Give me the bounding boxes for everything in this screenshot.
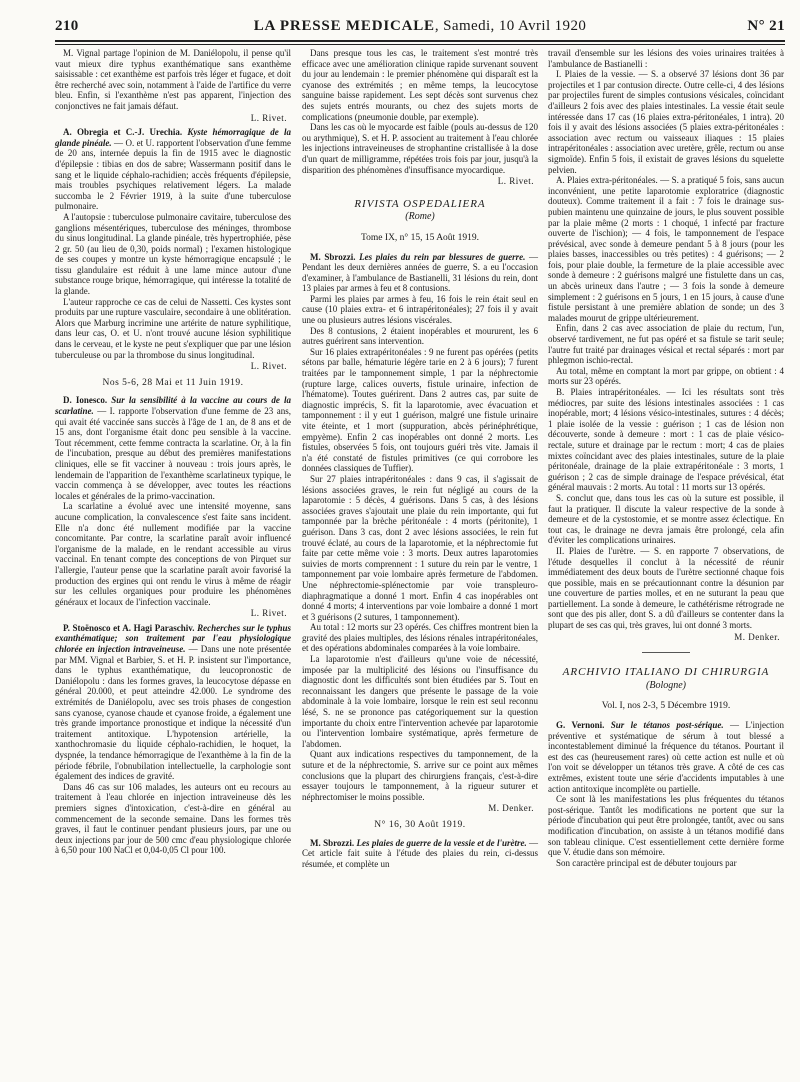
paragraph: Son caractère principal est de débuter toujours par <box>556 857 737 868</box>
article-heading <box>302 252 538 294</box>
section-title: RIVISTA OSPEDALIERA <box>354 197 486 210</box>
paragraph: A. Plaies extra-péritonéales. — S. a pratiqué 5 fois, sans aucun inconvénient, une petite laparotomie exploratrice (diagnostic douteux). Comme traitement il a fait : 7 fois le drainage sus-pubien maintenu une quinzaine de jours, le plus souvent possible par la plaie même (2 morts : 1 choqué, 1 infecté par fracture ouverte de l'ischion); — 4 fois, le tamponnement de l'espace prévésical, avec sonde à demeure pendant 5 à 8 jours (pour les plaies basses, inaccessibles ou très petites) : 4 guérisons; — 2 fois, pour plaie double, la fermeture de la plaie accessible avec sonde à demeure : 2 guérisons malgré une fistulette dans un cas, un abcès urineux dans l'autre ; — 3 fois la sonde à demeure simplement : 2 guérisons en 5 jours, 1 en 15 jours, à cause d'une fistule persistant à une première ablation de sonde; un des 3 malades mourut de grippe ultérieurement. <box>548 175 784 323</box>
header-rule <box>55 40 785 45</box>
column-1 <box>55 48 291 856</box>
issue-date-heading: N° 16, 30 Août 1919. <box>374 819 466 830</box>
article-title: Recherches sur le typhus exanthématique; son traitement par l'eau physiologique chlorée en injection intraveineuse. <box>55 622 292 655</box>
article-heading <box>55 127 291 212</box>
article-authors: A. Obregia et C.-J. Urechia. <box>63 127 183 138</box>
volume-line: Vol. I, nos 2-3, 5 Décembre 1919. <box>601 701 731 712</box>
signature: L. Rivet. <box>250 112 287 123</box>
article-heading <box>55 395 291 501</box>
column-3 <box>548 48 784 868</box>
page-header <box>55 18 785 40</box>
signature: L. Rivet. <box>250 361 287 372</box>
issue-date-heading: Nos 5-6, 28 Mai et 11 Juin 1919. <box>102 377 244 388</box>
article-title: Les plaies de guerre de la vessie et de l'urètre. <box>356 837 527 848</box>
issue-number: N° 21 <box>747 18 785 34</box>
article-title: Kyste hémorragique de la glande pinéale. <box>55 127 291 148</box>
article-text: — Pendant les deux dernières années de guerre, S. a eu l'occasion d'examiner, à l'ambulance de Bastianelli, 31 lésions du rein, dont 13 plaies par armes à feu et 8 contusions. <box>302 251 538 294</box>
article-authors: D. Ionesco. <box>63 395 108 406</box>
article-authors: G. Vernoni. <box>556 720 605 731</box>
paragraph: A l'autopsie : tuberculose pulmonaire cavitaire, tuberculose des ganglions mésentériques, tuberculose des méninges, thrombose du sinus longitudinal. La glande pinéale, très hypertrophiée, pèse 2 gr. 50 (au lieu de 0,30, poids normal) ; l'examen histologique de ses coupes y montre un kyste hémorragique encapsulé ; le tissu glandulaire est réduit à une lame mince autour d'une substance rouge brique, hémorragique, qui intéresse la totalité de la glande. <box>55 211 291 297</box>
section-divider <box>642 652 690 653</box>
paragraph: travail d'ensemble sur les lésions des voies urinaires traitées à l'ambulance de Bastianelli : <box>548 48 784 69</box>
paragraph: B. Plaies intrapéritonéales. — Ici les résultats sont très médiocres, par suite des lésions intestinales associées : 1 cas inopérable, mort; 4 lésions vésico-intestinales, sutures : 4 décès; 1 plaie isolée de la vessie : guérison ; 1 cas de lésion non découverte, sonde à demeure : mort : 1 cas de plaie vésico-rectale, suture et drainage par le rectum : mort; 4 cas de plaies mixtes coïncidant avec des plaies intestinales, suture de la plaie péritonéale, drainage de la plaie extrapéritonéale : 3 morts, 1 guérison ; 2 cas de simple drainage de l'espace prévésical, état général mauvais : 2 morts. Au total : 11 morts sur 13 opérés. <box>548 387 784 493</box>
paragraph: Des 8 contusions, 2 étaient inopérables et moururent, les 6 autres guérirent sans intervention. <box>302 325 538 347</box>
signature: L. Rivet. <box>250 608 287 619</box>
paragraph: Dans 46 cas sur 106 malades, les auteurs ont eu recours au traitement à l'eau chlorée en injection intraveineuse dès les premiers signes d'intoxication, c'est-à-dire en général au commencement de la seconde semaine. Dans les formes très graves, il faut le continuer pendant plusieurs jours, par une ou deux injections par jour de 500 cmc d'eau physiologique chlorée à 6,50 pour 100 NaCl et 0,04-0,05 Cl pour 100. <box>55 781 291 856</box>
section-city: (Rome) <box>405 211 435 223</box>
article-text: — O. et U. rapportent l'observation d'une femme de 20 ans, internée depuis la fin de 1915 avec le diagnostic d'épilepsie : tibias en dos de sabre; Wassermann positif dans le sang et le liquide céphalo-rachidien; accès fréquents d'épilepsie, mais troubles psychiques relativement légers. La malade succomba le 2 Février 1919, à la suite d'une tuberculose pulmonaire. <box>55 137 291 212</box>
article-text: — Cet article fait suite à l'étude des plaies du rein, ci-dessus résumée, et complète un <box>302 837 539 869</box>
paragraph: L'auteur rapproche ce cas de celui de Nassetti. Ces kystes sont produits par une rupture vasculaire, secondaire à une oblitération. Alors que Marburg incrimine une artérite de nature syphilitique, dans leur cas, O. et U. n'ont trouvé aucune lésion syphilitique dans le cerveau, et le kyste ne peut s'expliquer que par une lésion tuberculeuse ou par la thrombose du sinus longitudinal. <box>55 296 291 360</box>
paragraph: I. Plaies de la vessie. — S. a observé 37 lésions dont 36 par projectiles et 1 par contusion directe. Outre celle-ci, 4 des lésions par projectiles furent de simples contusions vésicales, coïncidant d'ailleurs 2 fois avec des plaies intestinales. La vessie était seule intéressée dans 17 cas (16 plaies extra-péritonéales, 1 intra). 20 fois il y avait des lésions associées (5 plaies extra-péritonéales : association avec rectum ou vaisseaux iliaques : 15 plaies intrapéritonéales : association avec uretère, grêle, rectum ou anse sigmoïde). Enfin 5 fois, il existait de graves lésions du squelette pelvien. <box>548 69 784 175</box>
paragraph: Quant aux indications respectives du tamponnement, de la suture et de la néphrectomie, S. arrive sur ce point aux mêmes conclusions que la plupart des chirurgiens français, c'est-à-dire essayer toujours le tamponnement, à la rigueur suturer et néphrectomiser le moins possible. <box>302 749 538 802</box>
paragraph: La scarlatine a évolué avec une intensité moyenne, sans aucune complication, la convalescence s'est faite sans incident. Elle n'a donc été nullement modifiée par la vaccine concomitante. Par contre, la scarlatine paraît avoir influencé l'organisme de la malade, en le rendant accessible au virus vaccinal. En tenant compte des conceptions de von Pirquet sur l'allergie, l'auteur pense que la scarlatine paraît avoir favorisé la production des ergines qui ont rendu le virus à même de réagir sur les cellules organiques pour produire les phénomènes généraux et locaux de l'infection vaccinale. <box>55 501 291 607</box>
article-heading <box>302 838 538 870</box>
paragraph: S. conclut que, dans tous les cas où la suture est possible, il faut la pratiquer. Il discute la valeur respective de la sonde à demeure et de la cystostomie, et se montre assez éclectique. En tout cas, le drainage ne devra jamais être prolongé, cela afin d'éviter les complications urinaires. <box>548 492 784 546</box>
section-city: (Bologne) <box>646 679 686 691</box>
paragraph: Au total : 12 morts sur 23 opérés. Ces chiffres montrent bien la gravité des plaies multiples, des lésions rénales intrapéritonéales, et des opérations abdominales comparées à la voie lombaire. <box>302 622 538 654</box>
column-2 <box>302 48 538 869</box>
article-authors: P. Stoënosco et A. Hagi Paraschiv. <box>63 622 195 633</box>
article-text: — L'injection préventive et systématique de sérum à tout blessé a incontestablement diminué la fréquence du tétanos. Pourtant il est des cas (heureusement rares) où cette action est nulle et où l'on voit se développer un tétanos très grave. A côté de ces cas extrêmes, existent toute une série d'accidents imputables à une action antitoxique incomplète ou partielle. <box>548 720 784 794</box>
article-heading <box>55 623 291 782</box>
issue-date: , Samedi, 10 Avril 1920 <box>434 18 587 34</box>
paragraph: Enfin, dans 2 cas avec association de plaie du rectum, l'un, observé tardivement, ne fut pas opéré et sa fistule se tarit seule; l'autre fut traité par drainages vésical et rectal séparés : mort par phlegmon ischio-rectal. <box>548 323 784 366</box>
paragraph: Au total, même en comptant la mort par grippe, on obtient : 4 morts sur 23 opérés. <box>548 365 784 387</box>
article-authors: M. Sbrozzi. <box>310 251 356 262</box>
paragraph: Sur 27 plaies intrapéritonéales : dans 9 cas, il s'agissait de lésions associées graves, le rein fut négligé au cours de la laparotomie : 5 décès, 4 guérisons. Dans 5 cas, à des lésions associées graves s'ajoutait une plaie du rein importante, qui fut tamponnée par la brèche péritonéale : 4 morts (péritonite), 1 guérison. Dans 3 cas, dont 2 avec lésions associées, le rein fut trouvé éclaté, au cours de la laparotomie, et la néphrectomie fut faite par cette même voie : 3 morts. Deux autres laparotomies suivies de morts comprennent : 1 suture du rein par le ventre, 1 tamponnement par voie lombaire après fermeture de l'abdomen. Une néphrectomie-splénectomie par voie transpleuro-diaphragmatique a donné 1 mort. Enfin 4 cas inopérables ont donné 4 morts; 4 interventions par voie lombaire a donné 1 mort et 3 guérisons (2 sutures, 1 tamponnement). <box>302 473 538 622</box>
article-title: Les plaies du rein par blessures de guerre. <box>359 251 526 262</box>
section-title: ARCHIVIO ITALIANO DI CHIRURGIA <box>562 666 770 679</box>
signature: M. Denker. <box>488 803 534 814</box>
article-title: Sur la sensibilité à la vaccine au cours de la scarlatine. <box>55 395 292 416</box>
paragraph: II. Plaies de l'urètre. — S. en rapporte 7 observations, de l'étude desquelles il conclut à la nécessité de réunir immédiatement des deux bouts de l'urètre sectionné chaque fois que possible, mais en se précautionnant contre la désunion par une couverture de parties molles, et en ne suturant la peau que partiellement. La sonde à demeure, le cathétérisme rétrograde ne sont que des pis aller, dont S. a dû d'ailleurs se contenter dans la plupart de ses cas qui, très graves, lui ont donné 3 morts. <box>548 545 784 631</box>
paragraph: Dans presque tous les cas, le traitement s'est montré très efficace avec une amélioration clinique rapide survenant souvent du jour au lendemain : le premier phénomène qui disparaît est la cyanose des extrémités ; en même temps, la leucocytose sanguine baisse rapidement. Les sept décès sont survenus chez des sujets entrés mourants, ou chez des sujets morts de complications (pneumonie double, par exemple). <box>302 48 538 122</box>
article-text: — I. rapporte l'observation d'une femme de 23 ans, qui avait été vaccinée sans succès à l'âge de 1 an, de 8 ans et de 15 ans, dont l'organisme était donc peu sensible à la vaccine. Tout récemment, cette femme contracta la scarlatine. Or, à la fin de l'incubation, presque au début des premières manifestations cliniques, elle se fit vacciner à nouveau : trois jours après, le lendemain de l'apparition de l'exanthème scarlatineux typique, le vaccin commença à se développer, avec toutes les réactions locales et générales de la primo-vaccination. <box>55 406 291 501</box>
journal-title-line <box>55 18 785 35</box>
paragraph: Parmi les plaies par armes à feu, 16 fois le rein était seul en cause (10 plaies extra- et 6 intrapéritonéales); 27 fois il y avait une ou plusieurs autres lésions viscérales. <box>302 293 538 326</box>
paragraph: Dans les cas où le myocarde est faible (pouls au-dessus de 120 ou arythmique), S. et H. P. associent au traitement à l'eau chlorée les injections intraveineuses de strophantine cristallisée à la dose d'un quart de milligramme, répétées trois fois par jour, jusqu'à la disparition des phénomènes d'insuffisance myocardique. <box>302 122 538 175</box>
paragraph: Sur 16 plaies extrapéritonéales : 9 ne furent pas opérées (petits sétons par balle, hématurie légère tarie en 2 à 6 jours); 7 furent traitées par le tamponnement simple, 1 par la néphrectomie (rupture large, calices ouverts, fistule urinaire, infection de l'hématome). Toutes guérirent. Dans 2 autres cas, par suite de diagnostic imprécis, S. fit la laparotomie, avec évacuation et tamponnement : il y eut 1 guérison, malgré une fistule urinaire vite éteinte, et 1 mort (suppuration, abcès périnéphrétique, empyème). Enfin 2 cas inopérables ont donné 2 morts. Les fistules, observées 5 fois, ont toujours guéri très vite. Jamais il n'a été constaté de fistules primitives (ce qui corrobore les données classiques de Tuffier). <box>302 346 538 474</box>
article-authors: M. Sbrozzi. <box>310 837 355 848</box>
volume-line: Tome IX, n° 15, 15 Août 1919. <box>361 232 479 243</box>
paragraph: M. Vignal partage l'opinion de M. Daniélopolu, il pense qu'il vaut mieux dire typhus exanthématique sans exanthème saisissable : cet exanthème est parfois très léger et fugace, et doit être recherché avec soin, notamment à l'aide de l'artifice du verre bleu. Enfin, si l'exanthème n'est pas apparent, l'injection des conjonctives ne fait jamais défaut. <box>55 48 291 111</box>
paragraph: La laparotomie n'est d'ailleurs qu'une voie de nécessité, imposée par la multiplicité des lésions ou l'insuffisance du diagnostic dont les difficultés sont bien étudiées par S. Tout en reconnaissant les dangers que présente le passage de la voie abdominale à la voie lombaire, lorsque le rein est seul reconnu lésé, S. ne se prononce pas catégoriquement sur la question importante du choix entre l'intervention achevée par laparotomie ou l'intervention lombaire systématique, après fermeture de l'abdomen. <box>302 654 538 749</box>
paragraph: Ce sont là les manifestations les plus fréquentes du tétanos post-sérique. Tantôt les modifications ne portent que sur la période d'incubation qui peut être prolongée, tantôt, avec ou sans modification d'incubation, on assiste à un tétanos modifié dans son tableau clinique. C'est essentiellement cette dernière forme que V. étudie dans son mémoire. <box>548 794 784 858</box>
article-heading <box>548 720 784 794</box>
article-text: — Dans une note présentée par MM. Vignal et Barbier, S. et H. P. insistent sur l'importance, dans le typhus exanthématique, du leucopronostic de Daniélopolu : dans les formes graves, la leucocytose dépasse en général 20.000, et peut atteindre 42.000. Le syndrome des extrémités de Daniélopolu, avec ses trois phases de congestion sans cyanose, cyanose chaude et cyanose froide, a également une très grande importance pronostique et indique la nécessité d'un traitement antitoxique. L'hypotension artérielle, la xanthochromasie du liquide céphalo-rachidien, le hoquet, la dyspnée, la tendance hémorragique de l'exanthème à la fin de la période fébrile, l'obnubilation intellectuelle, la carphologie sont également des indices de gravité. <box>55 644 292 782</box>
page-number: 210 <box>55 18 79 34</box>
article-title: Sur le tétanos post-sérique. <box>610 720 724 731</box>
signature: L. Rivet. <box>497 176 534 187</box>
signature: M. Denker. <box>734 631 780 642</box>
journal-name: LA PRESSE MEDICALE <box>253 18 435 34</box>
